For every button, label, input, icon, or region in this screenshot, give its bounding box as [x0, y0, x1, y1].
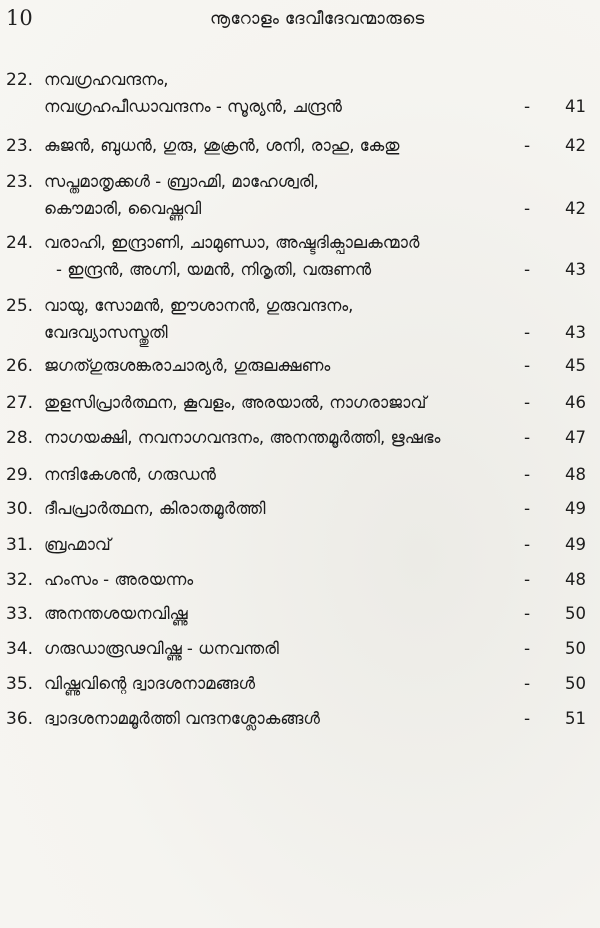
entry-title-line: ബ്രഹ്മാവ് — [44, 535, 111, 554]
entry-page-number: 48 — [565, 570, 586, 589]
entry-number: 25. — [6, 296, 34, 316]
entry-number: 22. — [6, 70, 34, 90]
entry-dash: - — [524, 136, 531, 156]
entry-number: 30. — [6, 499, 34, 519]
entry-title-line: വരാഹി, ഇന്ദ്രാണി, ചാമുണ്ഡാ, അഷ്ടദിക്പാലകന്മാർ — [44, 233, 420, 252]
entry-dash: - — [524, 393, 531, 413]
entry-dash: - — [524, 499, 531, 519]
entry-title-line: കൌമാരി, വൈഷ്ണവി — [44, 199, 202, 218]
entry-number: 23. — [6, 136, 34, 156]
entry-title-line: - ഇന്ദ്രൻ, അഗ്നി, യമൻ, നിരൃതി, വരുണൻ — [56, 260, 372, 279]
entry-title-line: നാഗയക്ഷി, നവനാഗവന്ദനം, അനന്തമൂർത്തി, ഋഷഭം — [44, 428, 441, 447]
entry-page-number: 47 — [565, 428, 586, 447]
entry-title-line: നവഗ്രഹപീഡാവന്ദനം - സൂര്യൻ, ചന്ദ്രൻ — [44, 97, 342, 116]
entry-title-line: നന്ദികേശൻ, ഗരുഡൻ — [44, 465, 216, 484]
entry-number: 33. — [6, 604, 34, 624]
entry-dash: - — [524, 356, 531, 376]
entry-page-number: 43 — [565, 323, 586, 342]
entry-number: 34. — [6, 639, 34, 659]
entry-title-line: വായു, സോമൻ, ഈശാനൻ, ഗുരുവന്ദനം, — [44, 296, 354, 315]
entry-number: 31. — [6, 535, 34, 555]
entry-page-number: 41 — [565, 97, 586, 116]
entry-dash: - — [524, 604, 531, 624]
entry-page-number: 45 — [565, 356, 586, 375]
entry-title-line: ഹംസം - അരയന്നം — [44, 570, 194, 589]
entry-page-number: 50 — [565, 674, 586, 693]
entry-page-number: 49 — [565, 499, 586, 518]
entry-dash: - — [524, 428, 531, 448]
entry-title-line: ഗരുഡാരൂഢവിഷ്ണു - ധനവന്തരി — [44, 639, 279, 658]
entry-title-line: ജഗത്ഗുരുശങ്കരാചാര്യർ, ഗുരുലക്ഷണം — [44, 356, 331, 375]
page-number: 10 — [6, 6, 33, 30]
entry-number: 32. — [6, 570, 34, 590]
entry-dash: - — [524, 639, 531, 659]
running-title: നൂറോളം ദേവീദേവന്മാരുടെ — [210, 9, 425, 29]
entry-number: 28. — [6, 428, 34, 448]
entry-number: 26. — [6, 356, 34, 376]
entry-dash: - — [524, 570, 531, 590]
entry-dash: - — [524, 465, 531, 485]
entry-title-line: സപ്തമാതൃക്കൾ - ബ്രാഹ്മി, മാഹേശ്വരി, — [44, 172, 319, 191]
entry-dash: - — [524, 323, 531, 343]
entry-dash: - — [524, 709, 531, 729]
entry-title-line: വേദവ്യാസസ്തുതി — [44, 323, 168, 342]
page-header — [0, 6, 600, 36]
entry-page-number: 42 — [565, 199, 586, 218]
entry-page-number: 51 — [565, 709, 586, 728]
entry-dash: - — [524, 260, 531, 280]
entry-dash: - — [524, 535, 531, 555]
entry-title-line: അനന്തശയനവിഷ്ണു — [44, 604, 188, 623]
entry-title-line: നവഗ്രഹവന്ദനം, — [44, 70, 169, 89]
entry-number: 23. — [6, 172, 34, 192]
entry-number: 35. — [6, 674, 34, 694]
entry-title-line: ദ്വാദശനാമമൂർത്തി വന്ദനശ്ലോകങ്ങൾ — [44, 709, 320, 728]
entry-title-line: തുളസിപ്രാർത്ഥന, കൂവളം, അരയാൽ, നാഗരാജാവ് — [44, 393, 427, 412]
entry-page-number: 48 — [565, 465, 586, 484]
entry-page-number: 43 — [565, 260, 586, 279]
entry-dash: - — [524, 199, 531, 219]
entry-number: 27. — [6, 393, 34, 413]
entry-title-line: ദീപപ്രാർത്ഥന, കിരാതമൂർത്തി — [44, 499, 266, 518]
entry-title-line: വിഷ്ണുവിന്റെ ദ്വാദശനാമങ്ങൾ — [44, 674, 256, 693]
entry-dash: - — [524, 97, 531, 117]
entry-page-number: 46 — [565, 393, 586, 412]
entry-page-number: 50 — [565, 604, 586, 623]
entry-page-number: 42 — [565, 136, 586, 155]
entry-page-number: 50 — [565, 639, 586, 658]
entry-number: 29. — [6, 465, 34, 485]
entry-number: 36. — [6, 709, 34, 729]
entry-dash: - — [524, 674, 531, 694]
entry-page-number: 49 — [565, 535, 586, 554]
entry-title-line: കുജൻ, ബുധൻ, ഗുരു, ശുക്രൻ, ശനി, രാഹു, കേതു — [44, 136, 400, 155]
entry-number: 24. — [6, 233, 34, 253]
